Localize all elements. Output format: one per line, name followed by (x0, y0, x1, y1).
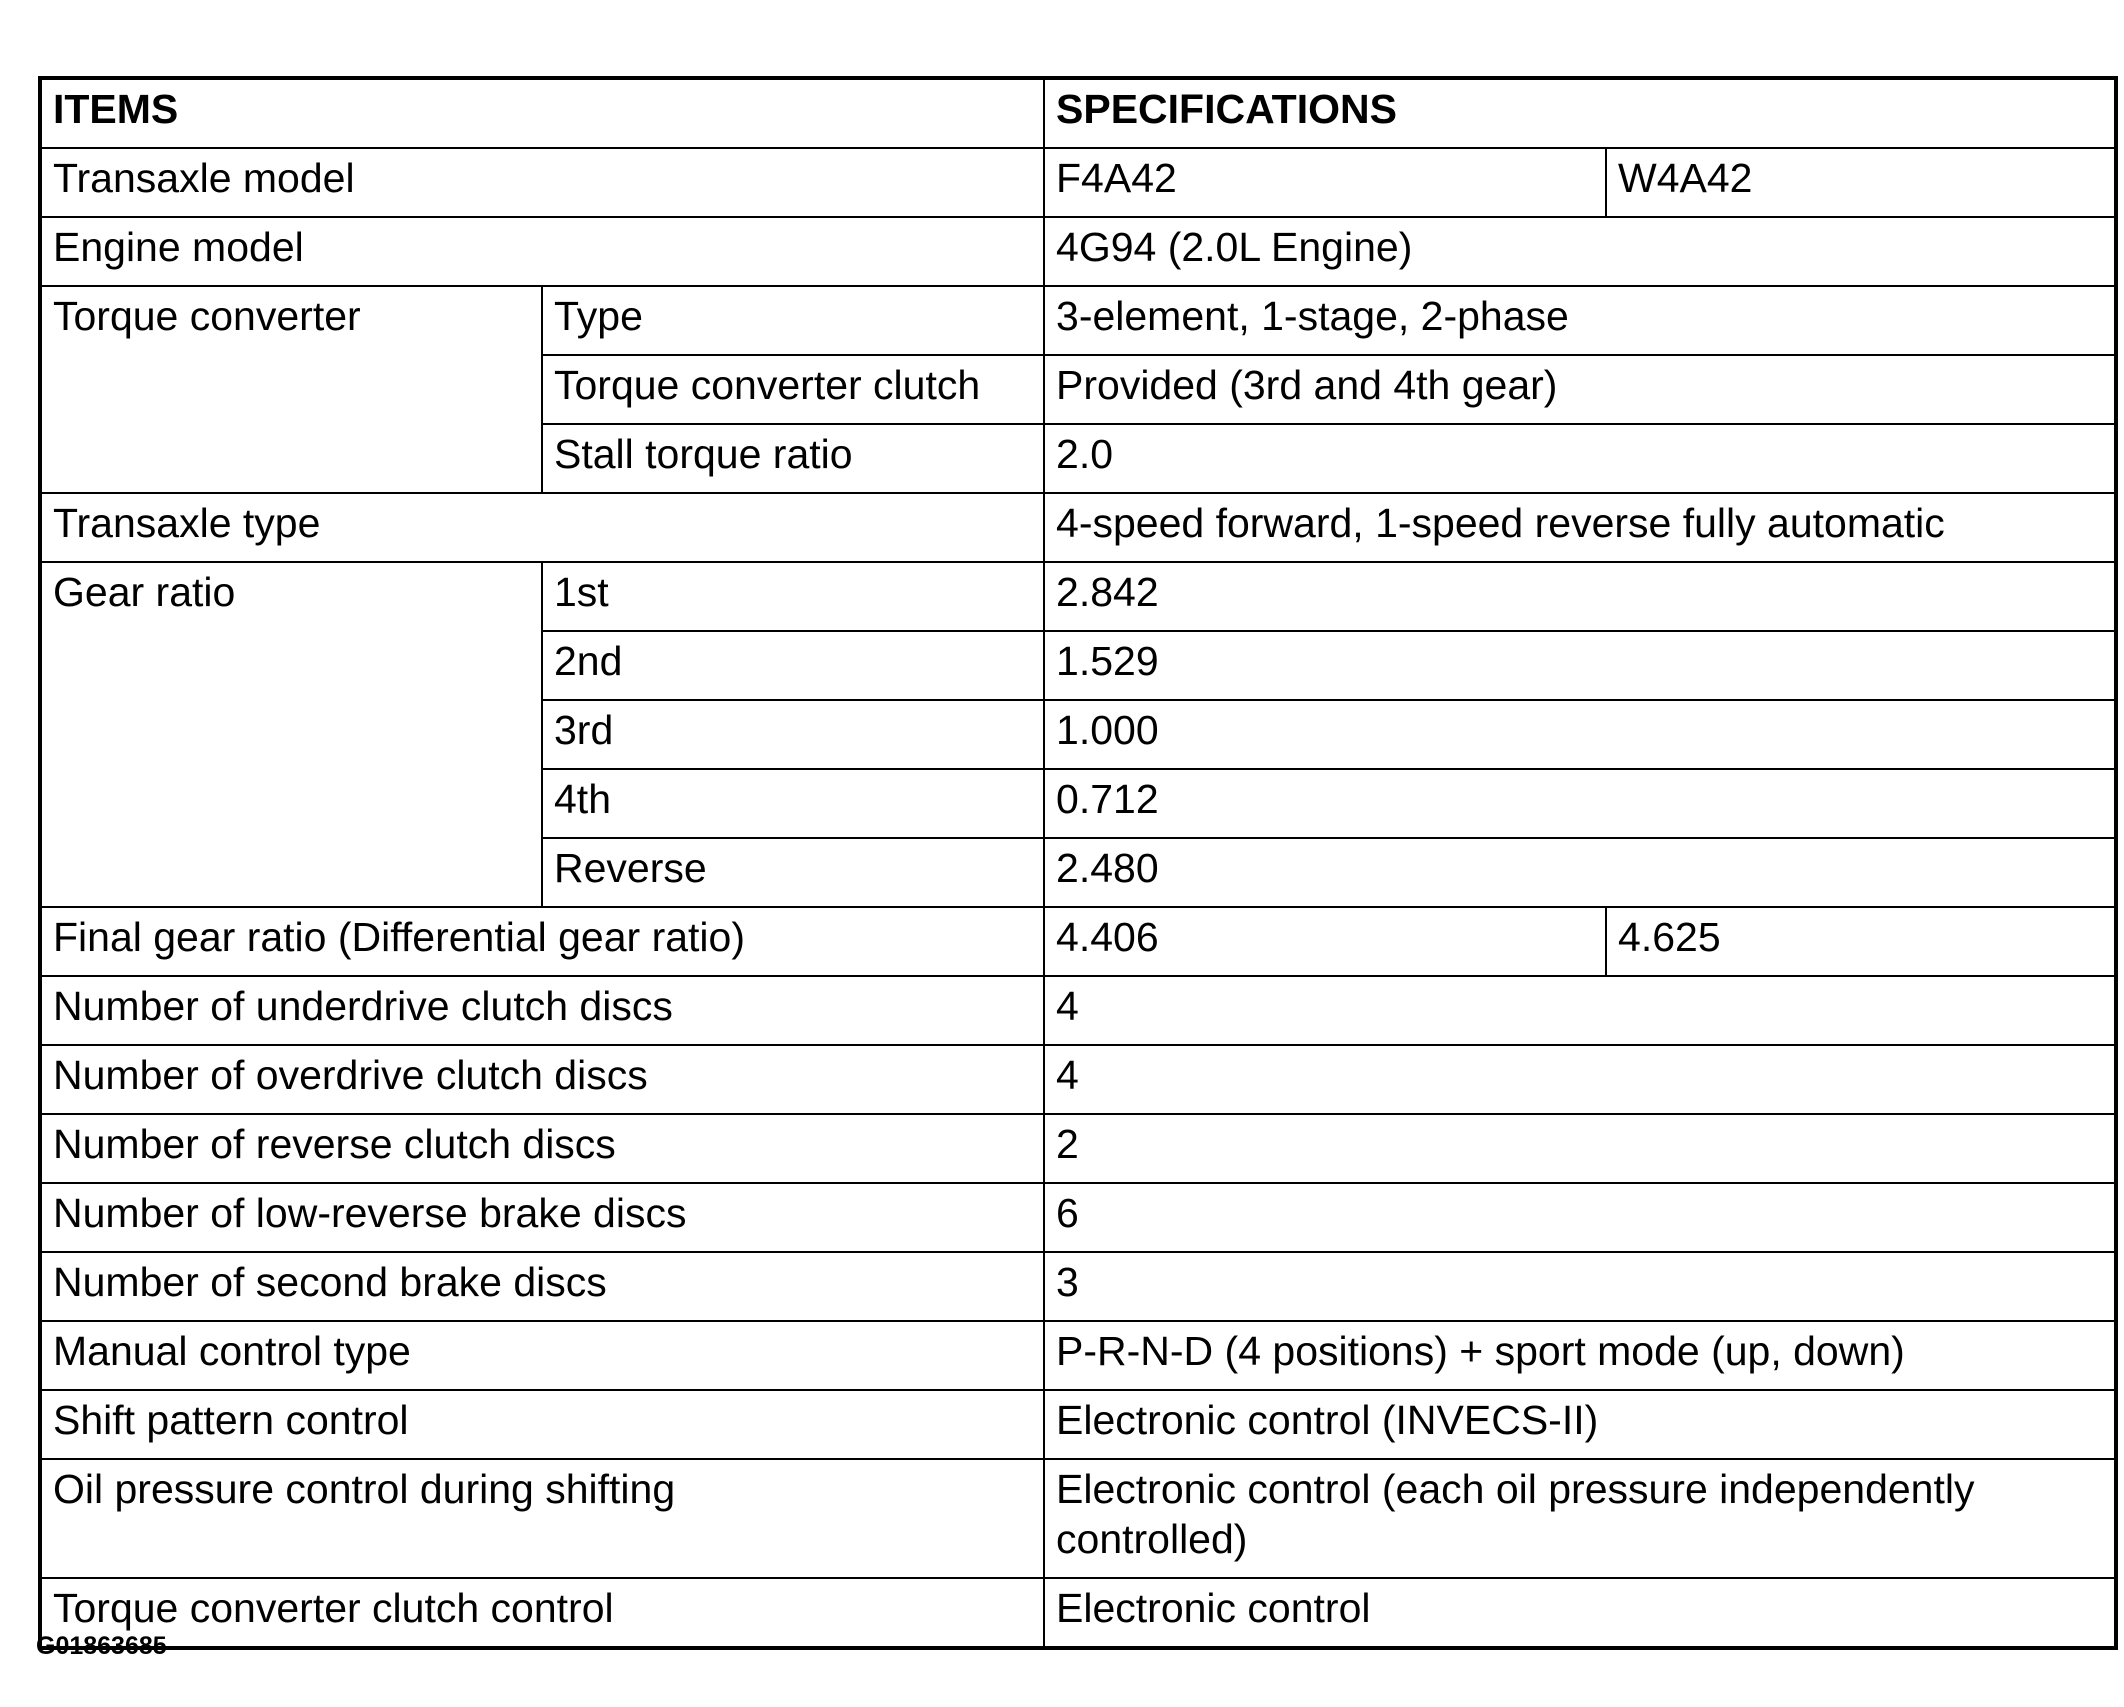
stall-torque-ratio-label: Stall torque ratio (542, 424, 1044, 493)
engine-model-label: Engine model (40, 217, 1044, 286)
table-row (40, 562, 2116, 631)
table-row (40, 1321, 2116, 1390)
table-row (40, 1390, 2116, 1459)
low-reverse-brake-discs-value: 6 (1044, 1183, 2116, 1252)
table-row (40, 907, 2116, 976)
overdrive-clutch-discs-value: 4 (1044, 1045, 2116, 1114)
final-gear-ratio-value-1: 4.406 (1044, 907, 1606, 976)
shift-pattern-control-value: Electronic control (INVECS-II) (1044, 1390, 2116, 1459)
torque-converter-label: Torque converter (40, 286, 542, 493)
oil-pressure-control-value: Electronic control (each oil pressure independently controlled) (1044, 1459, 2116, 1578)
header-row (40, 78, 2116, 148)
overdrive-clutch-discs-label: Number of overdrive clutch discs (40, 1045, 1044, 1114)
stall-torque-ratio-value: 2.0 (1044, 424, 2116, 493)
underdrive-clutch-discs-label: Number of underdrive clutch discs (40, 976, 1044, 1045)
transaxle-model-label: Transaxle model (40, 148, 1044, 217)
reverse-clutch-discs-label: Number of reverse clutch discs (40, 1114, 1044, 1183)
manual-control-type-value: P-R-N-D (4 positions) + sport mode (up, down) (1044, 1321, 2116, 1390)
torque-converter-type-value: 3-element, 1-stage, 2-phase (1044, 286, 2116, 355)
gear-reverse-value: 2.480 (1044, 838, 2116, 907)
manual-control-type-label: Manual control type (40, 1321, 1044, 1390)
tcc-control-value: Electronic control (1044, 1578, 2116, 1648)
gear-1st-label: 1st (542, 562, 1044, 631)
transaxle-model-value-1: F4A42 (1044, 148, 1606, 217)
torque-converter-type-label: Type (542, 286, 1044, 355)
gear-3rd-label: 3rd (542, 700, 1044, 769)
gear-1st-value: 2.842 (1044, 562, 2116, 631)
tcc-control-label: Torque converter clutch control (40, 1578, 1044, 1648)
gear-reverse-label: Reverse (542, 838, 1044, 907)
items-header: ITEMS (40, 78, 1044, 148)
specifications-table (38, 76, 2118, 1650)
second-brake-discs-value: 3 (1044, 1252, 2116, 1321)
gear-4th-value: 0.712 (1044, 769, 2116, 838)
transaxle-type-value: 4-speed forward, 1-speed reverse fully automatic (1044, 493, 2116, 562)
table-row (40, 493, 2116, 562)
table-row (40, 217, 2116, 286)
shift-pattern-control-label: Shift pattern control (40, 1390, 1044, 1459)
gear-ratio-label: Gear ratio (40, 562, 542, 907)
reverse-clutch-discs-value: 2 (1044, 1114, 2116, 1183)
transaxle-model-value-2: W4A42 (1606, 148, 2116, 217)
final-gear-ratio-label: Final gear ratio (Differential gear ratio) (40, 907, 1044, 976)
table-row (40, 1183, 2116, 1252)
oil-pressure-control-label: Oil pressure control during shifting (40, 1459, 1044, 1578)
figure-id: G01863685 (36, 1632, 167, 1660)
torque-converter-clutch-label: Torque converter clutch (542, 355, 1044, 424)
table-row (40, 1578, 2116, 1648)
underdrive-clutch-discs-value: 4 (1044, 976, 2116, 1045)
transaxle-type-label: Transaxle type (40, 493, 1044, 562)
torque-converter-clutch-value: Provided (3rd and 4th gear) (1044, 355, 2116, 424)
gear-2nd-label: 2nd (542, 631, 1044, 700)
final-gear-ratio-value-2: 4.625 (1606, 907, 2116, 976)
gear-3rd-value: 1.000 (1044, 700, 2116, 769)
table-row (40, 1114, 2116, 1183)
second-brake-discs-label: Number of second brake discs (40, 1252, 1044, 1321)
table-row (40, 976, 2116, 1045)
table-row (40, 148, 2116, 217)
low-reverse-brake-discs-label: Number of low-reverse brake discs (40, 1183, 1044, 1252)
table-row (40, 286, 2116, 355)
table-row (40, 1252, 2116, 1321)
table-row (40, 1459, 2116, 1578)
gear-4th-label: 4th (542, 769, 1044, 838)
engine-model-value: 4G94 (2.0L Engine) (1044, 217, 2116, 286)
table-row (40, 1045, 2116, 1114)
gear-2nd-value: 1.529 (1044, 631, 2116, 700)
specifications-header: SPECIFICATIONS (1044, 78, 2116, 148)
